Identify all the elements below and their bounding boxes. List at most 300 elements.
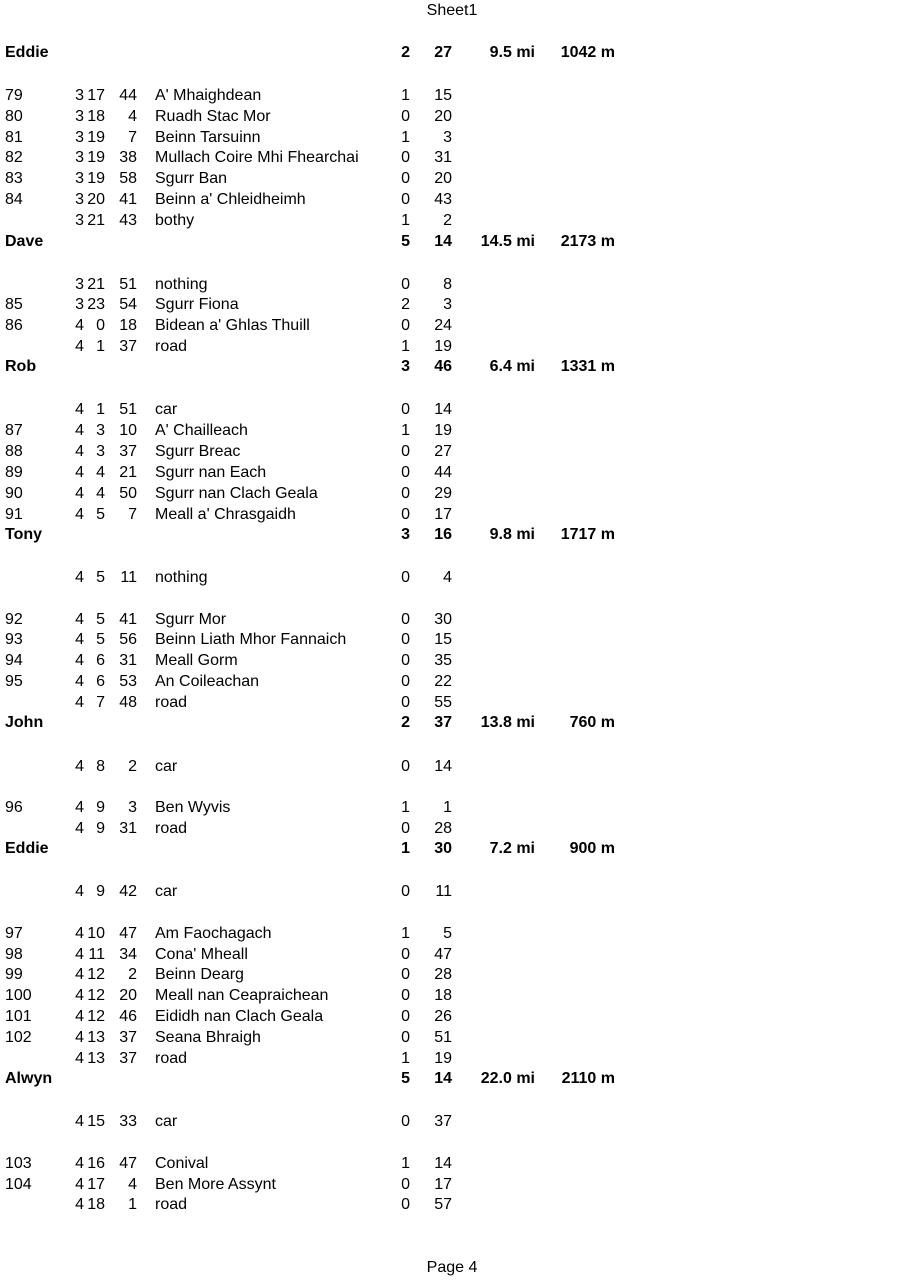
count-b: 14 [434,1070,452,1087]
time-seconds: 18 [119,317,137,334]
time-seconds: 41 [119,191,137,208]
summary-row [0,1069,904,1089]
location-name: road [155,820,188,837]
location-name: road [155,338,188,355]
time-hours: 3 [75,170,84,187]
hill-number: 84 [5,191,23,208]
count-a: 0 [401,1113,410,1130]
count-a: 0 [401,820,410,837]
location-name: Ruadh Stac Mor [155,108,271,125]
summary-row [0,713,904,733]
time-seconds: 42 [119,883,137,900]
time-seconds: 48 [119,694,137,711]
time-hours: 4 [75,464,84,481]
time-seconds: 51 [119,276,137,293]
time-hours: 4 [75,987,84,1004]
count-b: 14 [434,1155,452,1172]
location-name: Conival [155,1155,209,1172]
time-hours: 4 [75,1050,84,1067]
location-name: nothing [155,276,208,293]
table-row [0,1195,904,1215]
distance: 14.5 mi [480,233,535,250]
time-minutes: 19 [87,170,105,187]
count-a: 0 [401,631,410,648]
location-name: Beinn Dearg [155,966,244,983]
distance: 9.5 mi [489,44,535,61]
count-b: 55 [434,694,452,711]
ascent: 2173 m [560,233,615,250]
time-seconds: 34 [119,946,137,963]
count-b: 37 [434,714,452,731]
table-row [0,442,904,462]
count-a: 0 [401,652,410,669]
ascent: 1717 m [560,526,615,543]
hill-number: 80 [5,108,23,125]
count-a: 1 [401,212,410,229]
count-a: 2 [401,296,410,313]
location-name: Seana Bhraigh [155,1029,261,1046]
time-hours: 3 [75,212,84,229]
person-name: John [5,714,44,731]
time-minutes: 4 [96,485,105,502]
time-hours: 4 [75,694,84,711]
table-row [0,965,904,985]
time-seconds: 54 [119,296,137,313]
time-hours: 3 [75,191,84,208]
time-hours: 4 [75,1113,84,1130]
table-row [0,757,904,777]
count-b: 35 [434,652,452,669]
distance: 13.8 mi [480,714,535,731]
time-seconds: 20 [119,987,137,1004]
time-minutes: 5 [96,611,105,628]
count-a: 0 [401,1176,410,1193]
hill-number: 83 [5,170,23,187]
time-hours: 4 [75,652,84,669]
count-b: 46 [434,358,452,375]
table-row [0,568,904,588]
count-a: 0 [401,464,410,481]
count-b: 3 [443,296,452,313]
person-name: Rob [5,358,37,375]
count-b: 8 [443,276,452,293]
count-b: 5 [443,925,452,942]
location-name: Ben Wyvis [155,799,231,816]
count-a: 0 [401,443,410,460]
table-row [0,819,904,839]
hill-number: 99 [5,966,23,983]
count-a: 0 [401,485,410,502]
time-minutes: 12 [87,966,105,983]
count-b: 11 [435,883,452,900]
time-minutes: 5 [96,631,105,648]
count-a: 0 [401,1008,410,1025]
table-row [0,986,904,1006]
table-row [0,505,904,525]
person-name: Eddie [5,840,49,857]
table-row [0,421,904,441]
time-minutes: 21 [87,276,105,293]
time-seconds: 53 [119,673,137,690]
time-seconds: 4 [128,108,137,125]
time-seconds: 10 [119,422,137,439]
time-seconds: 7 [128,506,137,523]
location-name: Beinn a' Chleidheimh [155,191,306,208]
location-name: Meall nan Ceapraichean [155,987,329,1004]
ascent: 1331 m [560,358,615,375]
time-hours: 4 [75,1008,84,1025]
person-name: Alwyn [5,1070,53,1087]
count-a: 3 [401,526,410,543]
hill-number: 85 [5,296,23,313]
count-a: 5 [401,233,410,250]
count-b: 14 [434,758,452,775]
count-b: 26 [434,1008,452,1025]
time-hours: 3 [75,296,84,313]
count-b: 44 [434,464,452,481]
count-b: 19 [434,338,452,355]
count-b: 28 [434,966,452,983]
count-a: 3 [401,358,410,375]
person-name: Tony [5,526,43,543]
count-a: 1 [401,87,410,104]
location-name: Sgurr Mor [155,611,227,628]
count-b: 30 [434,840,452,857]
time-hours: 4 [75,966,84,983]
hill-number: 88 [5,443,23,460]
location-name: Sgurr Fiona [155,296,239,313]
time-minutes: 9 [96,799,105,816]
time-seconds: 47 [119,1155,137,1172]
summary-row [0,232,904,252]
count-a: 2 [401,714,410,731]
time-minutes: 5 [96,506,105,523]
count-b: 43 [434,191,452,208]
location-name: Cona' Mheall [155,946,248,963]
time-minutes: 18 [87,1196,105,1213]
count-a: 0 [401,569,410,586]
time-hours: 3 [75,87,84,104]
time-seconds: 3 [128,799,137,816]
time-seconds: 51 [119,401,137,418]
hill-number: 82 [5,149,23,166]
count-a: 0 [401,506,410,523]
location-name: An Coileachan [155,673,260,690]
hill-number: 96 [5,799,23,816]
hill-number: 79 [5,87,23,104]
time-minutes: 17 [87,1176,105,1193]
location-name: Meall a' Chrasgaidh [155,506,296,523]
time-seconds: 44 [119,87,137,104]
table-row [0,1028,904,1048]
hill-number: 95 [5,673,23,690]
count-a: 1 [401,799,410,816]
time-hours: 4 [75,569,84,586]
hill-number: 103 [5,1155,32,1172]
hill-number: 81 [5,129,23,146]
time-minutes: 12 [87,987,105,1004]
location-name: Mullach Coire Mhi Fhearchai [155,149,359,166]
time-seconds: 33 [119,1113,137,1130]
table-row [0,337,904,357]
table-row [0,275,904,295]
time-minutes: 1 [96,338,105,355]
person-name: Dave [5,233,44,250]
count-b: 51 [434,1029,452,1046]
count-b: 27 [434,44,452,61]
time-seconds: 46 [119,1008,137,1025]
time-hours: 4 [75,758,84,775]
distance: 22.0 mi [480,1070,535,1087]
table-row [0,1049,904,1069]
summary-row [0,839,904,859]
count-b: 29 [434,485,452,502]
hill-number: 94 [5,652,23,669]
ascent: 760 m [569,714,615,731]
time-seconds: 31 [119,820,137,837]
time-hours: 4 [75,925,84,942]
table-row [0,651,904,671]
count-a: 0 [401,191,410,208]
count-a: 0 [401,758,410,775]
time-hours: 4 [75,946,84,963]
location-name: Am Faochagach [155,925,272,942]
time-minutes: 19 [87,149,105,166]
table-row [0,924,904,944]
location-name: Ben More Assynt [155,1176,276,1193]
table-row [0,630,904,650]
distance: 7.2 mi [489,840,535,857]
time-minutes: 13 [87,1029,105,1046]
time-seconds: 37 [119,1029,137,1046]
count-a: 1 [401,1155,410,1172]
table-row [0,169,904,189]
time-seconds: 38 [119,149,137,166]
time-hours: 4 [75,317,84,334]
hill-number: 93 [5,631,23,648]
table-row [0,484,904,504]
count-a: 0 [401,401,410,418]
count-a: 0 [401,946,410,963]
count-a: 5 [401,1070,410,1087]
time-minutes: 19 [87,129,105,146]
count-b: 16 [434,526,452,543]
count-b: 17 [434,1176,452,1193]
table-row [0,148,904,168]
count-b: 57 [434,1196,452,1213]
time-minutes: 18 [87,108,105,125]
hill-number: 86 [5,317,23,334]
count-b: 19 [434,1050,452,1067]
count-a: 0 [401,170,410,187]
table-row [0,128,904,148]
location-name: car [155,883,178,900]
time-seconds: 4 [128,1176,137,1193]
time-hours: 4 [75,506,84,523]
summary-row [0,357,904,377]
count-b: 20 [434,170,452,187]
hill-number: 92 [5,611,23,628]
time-hours: 4 [75,1155,84,1172]
count-b: 27 [434,443,452,460]
location-name: bothy [155,212,195,229]
count-a: 1 [401,925,410,942]
table-row [0,798,904,818]
time-hours: 4 [75,338,84,355]
count-b: 22 [434,673,452,690]
count-a: 0 [401,611,410,628]
count-a: 0 [401,673,410,690]
time-seconds: 50 [119,485,137,502]
count-b: 19 [434,422,452,439]
table-row [0,1154,904,1174]
count-b: 2 [443,212,452,229]
ascent: 2110 m [561,1070,615,1087]
location-name: road [155,1050,188,1067]
time-seconds: 7 [128,129,137,146]
time-minutes: 1 [96,401,105,418]
count-b: 47 [434,946,452,963]
summary-row [0,525,904,545]
time-minutes: 6 [96,673,105,690]
time-minutes: 0 [96,317,105,334]
time-minutes: 23 [87,296,105,313]
table-row [0,211,904,231]
location-name: road [155,694,188,711]
location-name: Eididh nan Clach Geala [155,1008,324,1025]
ascent: 900 m [569,840,615,857]
count-b: 15 [434,631,452,648]
count-b: 31 [434,149,452,166]
location-name: A' Chailleach [155,422,248,439]
location-name: A' Mhaighdean [155,87,262,104]
location-name: Sgurr Ban [155,170,228,187]
hill-number: 91 [5,506,23,523]
count-a: 1 [401,840,410,857]
time-minutes: 7 [96,694,105,711]
count-b: 20 [434,108,452,125]
table-row [0,190,904,210]
time-seconds: 2 [128,966,137,983]
hill-number: 101 [5,1008,32,1025]
count-b: 4 [443,569,452,586]
count-a: 0 [401,966,410,983]
time-hours: 3 [75,276,84,293]
location-name: nothing [155,569,208,586]
count-a: 0 [401,276,410,293]
count-b: 1 [443,799,452,816]
time-seconds: 37 [119,443,137,460]
location-name: road [155,1196,188,1213]
count-a: 0 [401,149,410,166]
time-minutes: 4 [96,464,105,481]
time-minutes: 9 [96,883,105,900]
table-row [0,86,904,106]
table-row [0,672,904,692]
count-a: 1 [401,338,410,355]
time-hours: 4 [75,611,84,628]
count-b: 24 [434,317,452,334]
hill-number: 87 [5,422,23,439]
count-b: 37 [434,1113,452,1130]
table-row [0,400,904,420]
count-a: 1 [401,1050,410,1067]
time-minutes: 20 [87,191,105,208]
time-hours: 4 [75,401,84,418]
time-hours: 4 [75,820,84,837]
hill-number: 104 [5,1176,32,1193]
count-a: 0 [401,317,410,334]
count-b: 15 [434,87,452,104]
time-seconds: 2 [128,758,137,775]
count-b: 3 [443,129,452,146]
time-seconds: 1 [128,1196,137,1213]
time-seconds: 47 [119,925,137,942]
time-seconds: 43 [119,212,137,229]
time-hours: 4 [75,799,84,816]
person-name: Eddie [5,44,49,61]
time-hours: 4 [75,631,84,648]
time-minutes: 12 [87,1008,105,1025]
time-hours: 4 [75,1176,84,1193]
time-hours: 4 [75,1029,84,1046]
time-minutes: 3 [96,422,105,439]
location-name: Sgurr nan Each [155,464,267,481]
table-row [0,1175,904,1195]
location-name: Sgurr nan Clach Geala [155,485,318,502]
time-seconds: 37 [119,338,137,355]
count-b: 28 [434,820,452,837]
location-name: Bidean a' Ghlas Thuill [155,317,310,334]
time-seconds: 31 [119,652,137,669]
time-hours: 4 [75,422,84,439]
hill-number: 100 [5,987,32,1004]
count-b: 17 [434,506,452,523]
hill-number: 97 [5,925,23,942]
time-hours: 3 [75,149,84,166]
time-hours: 3 [75,129,84,146]
location-name: Sgurr Breac [155,443,241,460]
table-row [0,945,904,965]
distance: 6.4 mi [489,358,535,375]
hill-number: 89 [5,464,23,481]
count-b: 14 [434,401,452,418]
time-seconds: 56 [119,631,137,648]
time-hours: 3 [75,108,84,125]
table-row [0,1007,904,1027]
ascent: 1042 m [560,44,615,61]
table-row [0,316,904,336]
location-name: car [155,401,178,418]
table-row [0,1112,904,1132]
table-row [0,107,904,127]
hill-number: 98 [5,946,23,963]
time-hours: 4 [75,1196,84,1213]
time-hours: 4 [75,673,84,690]
location-name: Beinn Liath Mhor Fannaich [155,631,347,648]
table-row [0,693,904,713]
count-a: 0 [401,694,410,711]
count-b: 30 [434,611,452,628]
count-a: 2 [401,44,410,61]
time-seconds: 58 [119,170,137,187]
count-a: 0 [401,1196,410,1213]
table-row [0,295,904,315]
time-seconds: 41 [119,611,137,628]
time-minutes: 16 [87,1155,105,1172]
hill-number: 90 [5,485,23,502]
time-seconds: 11 [120,569,137,586]
